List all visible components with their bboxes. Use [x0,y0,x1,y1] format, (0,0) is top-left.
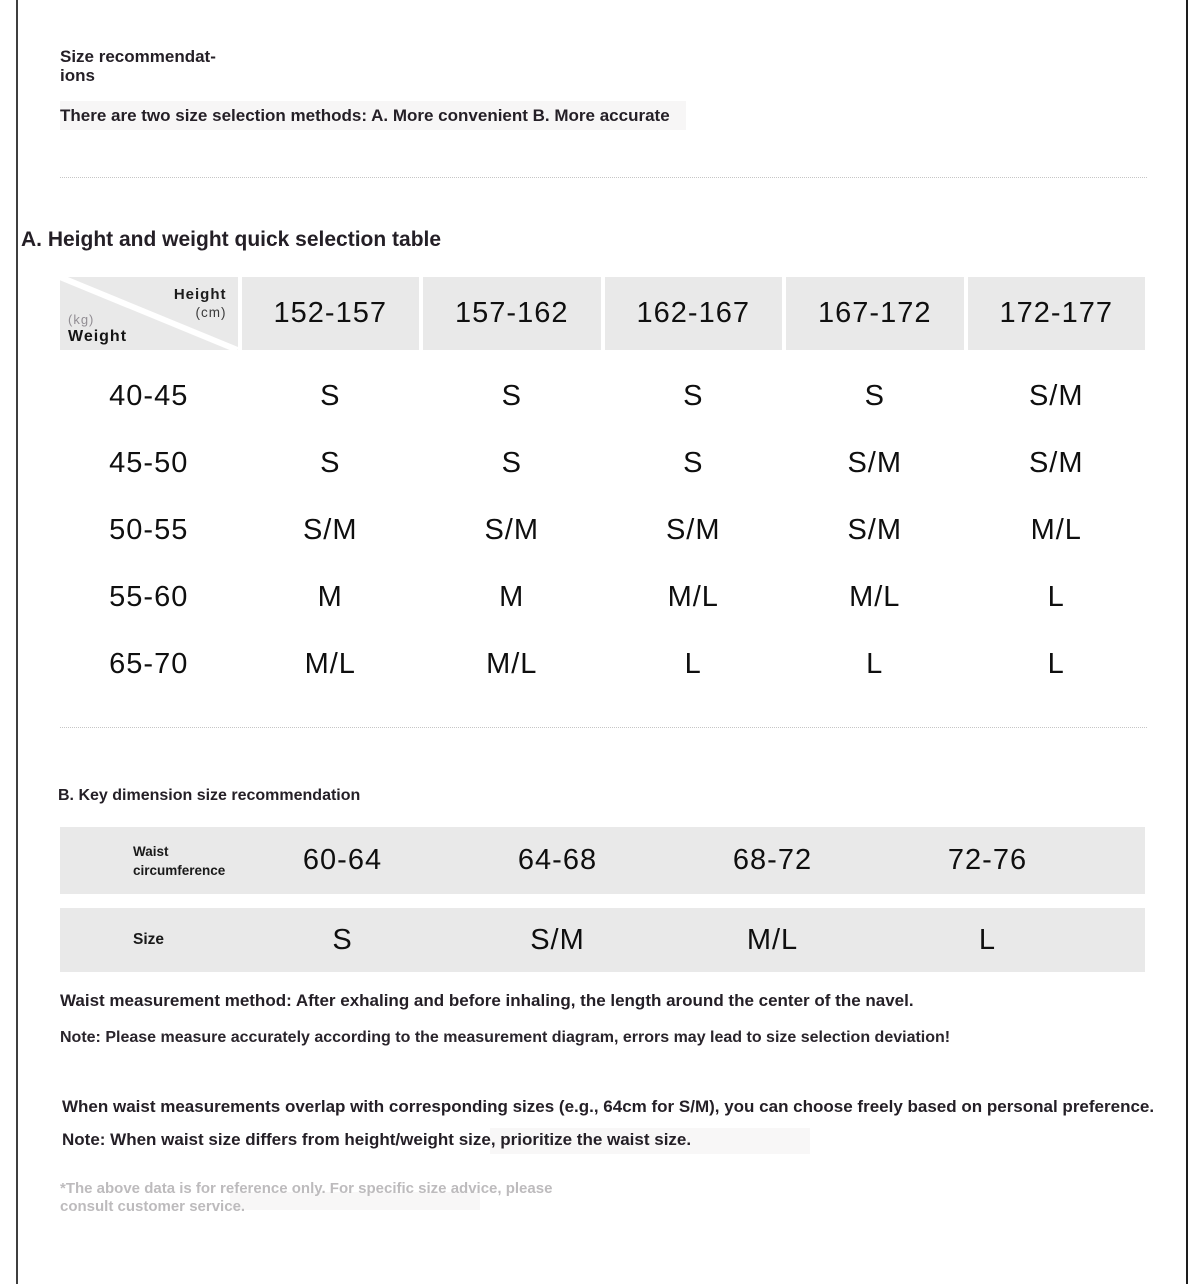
size-value-filler [1095,908,1145,972]
section-b-heading: B. Key dimension size recommendation [58,787,361,804]
size-cell: L [684,648,702,680]
size-cell: S [501,447,522,479]
overlap-note-text: When waist measurements overlap with corresponding sizes (e.g., 64cm for S/M), you can choose freely based on personal preference. [62,1097,1155,1116]
waist-range-cell: 72-76 [947,844,1028,876]
size-cell: S/M [1028,447,1084,479]
size-cell: M/L [304,648,356,680]
dotted-divider [60,727,1147,728]
waist-row-label [60,827,235,894]
column-header-height-range: 162-167 [605,277,783,350]
column-header-height-range: 152-157 [242,277,420,350]
section-a-heading: A. Height and weight quick selection table [21,228,442,251]
waist-range-cell: 64-68 [517,844,598,876]
measurement-note-text: Note: Please measure accurately according to the measurement diagram, errors may lead to size selection deviation! [60,1029,951,1046]
size-cell: S/M [484,514,540,546]
height-axis-label [174,286,227,322]
dotted-divider [60,177,1147,178]
height-weight-table-header [60,277,1145,350]
size-cell: M/L [667,581,719,613]
size-cell: S/M [302,514,358,546]
page-title-line-2: ions [60,66,95,85]
size-value-cell: S [332,923,353,956]
right-frame-line [1186,0,1188,1284]
size-value-cell: L [978,923,997,956]
reference-footnote [60,1180,552,1216]
size-cell: M [499,581,525,613]
waist-range-row [60,827,1145,894]
size-cell: M/L [486,648,538,680]
weight-row-label: 40-45 [109,380,189,412]
size-cell: S/M [847,447,903,479]
size-cell: M/L [849,581,901,613]
size-cell: S [683,380,704,412]
priority-note-text: Note: When waist size differs from height/weight size, prioritize the waist size. [62,1130,692,1149]
size-row-label: Size [133,931,165,948]
reference-footnote-line-2: consult customer service. [60,1198,246,1215]
weight-row-label: 45-50 [109,447,189,479]
column-header-height-range: 167-172 [786,277,964,350]
measurement-method-text: Waist measurement method: After exhaling and before inhaling, the length around the center of the navel. [60,991,914,1010]
page-title [60,47,216,85]
size-cell: S/M [665,514,721,546]
weight-row-label: 55-60 [109,581,189,613]
size-cell: S/M [847,514,903,546]
size-cell: L [866,648,884,680]
waist-range-filler [1095,827,1145,894]
size-cell: S [501,380,522,412]
size-cell: M/L [1030,514,1082,546]
weight-row-label: 65-70 [109,648,189,680]
size-cell: S [320,380,341,412]
height-weight-table-body [60,363,1145,698]
size-value-cell: M/L [746,923,799,956]
page-title-line-1: Size recommendat- [60,47,216,66]
size-cell: S [864,380,885,412]
height-unit-label: (cm) [195,305,227,320]
weight-row-label: 50-55 [109,514,189,546]
size-value-row [60,908,1145,972]
left-frame-line [16,0,18,1284]
waist-row-label-line-2: circumference [133,862,226,878]
column-header-height-range: 172-177 [968,277,1146,350]
size-cell: L [1047,581,1065,613]
page-subtitle: There are two size selection methods: A. More convenient B. More accurate [60,106,670,125]
waist-range-cell: 68-72 [732,844,813,876]
column-header-height-range: 157-162 [423,277,601,350]
size-value-cell: S/M [530,923,585,956]
height-label: Height [173,286,227,303]
reference-footnote-line-1: *The above data is for reference only. For specific size advice, please [60,1180,553,1197]
waist-range-cell: 60-64 [302,844,383,876]
weight-label: Weight [68,328,128,345]
size-cell: S [683,447,704,479]
size-cell: M [317,581,343,613]
size-cell: S/M [1028,380,1084,412]
weight-unit-label: (kg) [68,312,95,327]
weight-axis-label [68,311,127,345]
size-cell: L [1047,648,1065,680]
corner-cell [60,277,238,350]
waist-row-label-line-1: Waist [133,843,169,859]
size-cell: S [320,447,341,479]
